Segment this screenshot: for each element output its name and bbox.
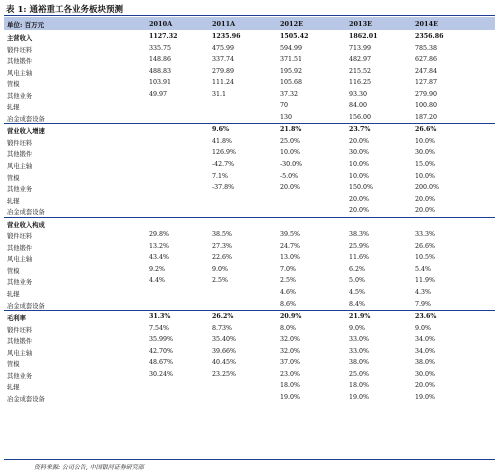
table-cell: 93.30 bbox=[349, 90, 368, 98]
row-label: 风电主轴 bbox=[7, 69, 33, 77]
table-cell: 41.8% bbox=[212, 137, 233, 145]
table-cell: 21.9% bbox=[349, 313, 371, 321]
row-label: 其他锻件 bbox=[7, 338, 33, 346]
table-cell: -37.8% bbox=[212, 184, 235, 192]
row-label: 风电主轴 bbox=[7, 163, 33, 171]
table-cell: 30.0% bbox=[349, 149, 370, 157]
table-group-row bbox=[4, 124, 495, 136]
table-cell: 1127.32 bbox=[149, 33, 178, 40]
table-cell: 18.0% bbox=[280, 382, 301, 390]
table-cell: 4.5% bbox=[349, 289, 365, 297]
table-cell: 488.83 bbox=[149, 67, 172, 75]
row-label: 轧辊 bbox=[7, 384, 20, 392]
table-cell: -5.0% bbox=[280, 172, 299, 180]
table-cell: 9.2% bbox=[149, 265, 165, 273]
table-cell: 20.9% bbox=[280, 313, 302, 321]
row-label: 其他业务 bbox=[7, 279, 33, 287]
row-label: 轧辊 bbox=[7, 291, 20, 299]
table-row bbox=[4, 66, 495, 78]
table-cell: 20.0% bbox=[349, 195, 370, 203]
table-cell: 35.40% bbox=[212, 336, 237, 344]
table-row bbox=[4, 100, 495, 112]
row-label: 冶金成套设备 bbox=[7, 209, 45, 217]
table-cell: 130 bbox=[280, 113, 293, 121]
table-group-row bbox=[4, 311, 495, 323]
table-row bbox=[4, 287, 495, 299]
table-cell: 20.0% bbox=[415, 195, 436, 203]
table-cell: 32.0% bbox=[280, 336, 301, 344]
table-cell: 30.24% bbox=[149, 370, 174, 378]
table-row bbox=[4, 264, 495, 276]
table-row bbox=[4, 194, 495, 206]
bottom-rule bbox=[4, 459, 495, 460]
table-cell: 70 bbox=[280, 102, 289, 110]
table-row bbox=[4, 392, 495, 404]
table-row bbox=[4, 334, 495, 346]
table-row bbox=[4, 54, 495, 66]
table-cell: 9.6% bbox=[212, 126, 229, 134]
table-row bbox=[4, 369, 495, 381]
table-cell: 34.0% bbox=[415, 336, 436, 344]
table-row bbox=[4, 205, 495, 218]
row-label: 其他锻件 bbox=[7, 244, 33, 252]
row-label: 营业收入构成 bbox=[7, 221, 45, 229]
row-label: 锻件坯料 bbox=[7, 326, 33, 334]
table-row bbox=[4, 89, 495, 101]
table-row bbox=[4, 299, 495, 312]
table-cell: 37.32 bbox=[280, 90, 299, 98]
row-label: 轧辊 bbox=[7, 104, 20, 112]
table-cell: 482.97 bbox=[349, 56, 372, 64]
table-cell: 40.45% bbox=[212, 359, 237, 367]
table-cell: 33.0% bbox=[349, 347, 370, 355]
table-cell: 19.0% bbox=[280, 393, 301, 401]
row-label: 锻件坯料 bbox=[7, 233, 33, 241]
table-cell: 38.0% bbox=[349, 359, 370, 367]
row-label: 管模 bbox=[7, 81, 20, 89]
table-cell: 33.3% bbox=[415, 231, 436, 239]
table-cell: 8.0% bbox=[280, 324, 296, 332]
table-cell: 10.0% bbox=[415, 172, 436, 180]
table-cell: 29.8% bbox=[149, 231, 170, 239]
table-cell: 7.1% bbox=[212, 172, 228, 180]
table-title: 表 1: 通裕重工各业务板块预测 bbox=[6, 5, 123, 15]
forecast-table bbox=[4, 31, 495, 404]
table-cell: 84.00 bbox=[349, 102, 368, 110]
source-note: 资料来源: 公司公告, 中国银河证券研究部 bbox=[34, 464, 144, 471]
table-cell: 37.0% bbox=[280, 359, 301, 367]
table-row bbox=[4, 147, 495, 159]
table-cell: 23.0% bbox=[280, 370, 301, 378]
table-cell: 24.7% bbox=[280, 242, 301, 250]
table-cell: 7.54% bbox=[149, 324, 170, 332]
table-row bbox=[4, 136, 495, 148]
table-cell: 8.4% bbox=[349, 300, 365, 308]
table-cell: 279.90 bbox=[415, 90, 438, 98]
table-cell: 19.0% bbox=[349, 393, 370, 401]
row-label: 风电主轴 bbox=[7, 256, 33, 264]
header-unit: 单位: 百万元 bbox=[7, 21, 45, 29]
table-cell: 20.0% bbox=[349, 207, 370, 215]
table-cell: 279.89 bbox=[212, 67, 235, 75]
table-cell: 200.0% bbox=[415, 184, 440, 192]
row-label: 其他业务 bbox=[7, 186, 33, 194]
table-cell: 25.0% bbox=[280, 137, 301, 145]
row-label: 其他锻件 bbox=[7, 58, 33, 66]
table-row bbox=[4, 241, 495, 253]
table-cell: 35.99% bbox=[149, 336, 174, 344]
table-cell: 6.2% bbox=[349, 265, 365, 273]
table-cell: 1862.01 bbox=[349, 33, 378, 40]
table-cell: 7.9% bbox=[415, 300, 431, 308]
table-row bbox=[4, 182, 495, 194]
header-2011a: 2011A bbox=[212, 20, 236, 28]
table-cell: 42.70% bbox=[149, 347, 174, 355]
row-label: 冶金成套设备 bbox=[7, 302, 45, 310]
table-cell: 11.6% bbox=[349, 254, 370, 262]
row-label: 营业收入增速 bbox=[7, 128, 45, 136]
table-cell: 23.7% bbox=[349, 126, 371, 134]
table-cell: 30.0% bbox=[415, 149, 436, 157]
table-cell: 27.3% bbox=[212, 242, 233, 250]
table-cell: 156.00 bbox=[349, 113, 372, 121]
table-row bbox=[4, 112, 495, 125]
table-cell: 38.0% bbox=[415, 359, 436, 367]
table-cell: 22.6% bbox=[212, 254, 233, 262]
table-cell: 247.84 bbox=[415, 67, 438, 75]
table-cell: 9.0% bbox=[415, 324, 431, 332]
row-label: 风电主轴 bbox=[7, 349, 33, 357]
table-row bbox=[4, 43, 495, 55]
table-cell: 11.9% bbox=[415, 277, 436, 285]
table-header bbox=[4, 17, 495, 30]
row-label: 其他锻件 bbox=[7, 151, 33, 159]
table-cell: 20.0% bbox=[280, 184, 301, 192]
header-2010a: 2010A bbox=[149, 20, 173, 28]
header-2012e: 2012E bbox=[280, 20, 304, 28]
table-cell: 9.0% bbox=[349, 324, 365, 332]
table-cell: 38.5% bbox=[212, 231, 233, 239]
table-cell: 4.3% bbox=[415, 289, 431, 297]
table-cell: 126.9% bbox=[212, 149, 237, 157]
table-cell: 4.6% bbox=[280, 289, 296, 297]
table-cell: 111.24 bbox=[212, 79, 235, 87]
table-cell: 148.86 bbox=[149, 56, 172, 64]
table-cell: 13.2% bbox=[149, 242, 170, 250]
table-cell: 5.4% bbox=[415, 265, 431, 273]
table-row bbox=[4, 77, 495, 89]
table-cell: 105.68 bbox=[280, 79, 303, 87]
table-row bbox=[4, 323, 495, 335]
table-cell: 475.99 bbox=[212, 44, 235, 52]
table-cell: 4.4% bbox=[149, 277, 165, 285]
table-cell: 627.86 bbox=[415, 56, 438, 64]
table-cell: 26.6% bbox=[415, 242, 436, 250]
table-cell: 25.0% bbox=[349, 370, 370, 378]
table-cell: 150.0% bbox=[349, 184, 374, 192]
table-cell: 19.0% bbox=[415, 393, 436, 401]
table-cell: 20.0% bbox=[415, 207, 436, 215]
table-row bbox=[4, 171, 495, 183]
table-cell: 13.0% bbox=[280, 254, 301, 262]
table-cell: -42.7% bbox=[212, 161, 235, 169]
table-cell: 1235.96 bbox=[212, 33, 241, 40]
table-cell: 39.66% bbox=[212, 347, 237, 355]
table-cell: 30.0% bbox=[415, 370, 436, 378]
table-cell: 21.8% bbox=[280, 126, 302, 134]
table-cell: 15.0% bbox=[415, 161, 436, 169]
row-label: 主营收入 bbox=[7, 35, 33, 42]
table-cell: 5.0% bbox=[349, 277, 365, 285]
table-cell: 39.5% bbox=[280, 231, 301, 239]
table-cell: 195.92 bbox=[280, 67, 303, 75]
table-row bbox=[4, 159, 495, 171]
table-cell: -30.0% bbox=[280, 161, 303, 169]
row-label: 冶金成套设备 bbox=[7, 115, 45, 123]
table-cell: 103.91 bbox=[149, 79, 172, 87]
table-cell: 23.6% bbox=[415, 313, 437, 321]
table-cell: 43.4% bbox=[149, 254, 170, 262]
row-label: 冶金成套设备 bbox=[7, 395, 45, 403]
table-cell: 49.97 bbox=[149, 90, 168, 98]
row-label: 管模 bbox=[7, 267, 20, 275]
row-label: 管模 bbox=[7, 361, 20, 369]
table-cell: 371.51 bbox=[280, 56, 303, 64]
table-cell: 10.0% bbox=[349, 172, 370, 180]
table-cell: 785.38 bbox=[415, 44, 438, 52]
table-cell: 20.0% bbox=[349, 137, 370, 145]
table-row bbox=[4, 252, 495, 264]
table-cell: 33.0% bbox=[349, 336, 370, 344]
table-cell: 10.5% bbox=[415, 254, 436, 262]
row-label: 其他业务 bbox=[7, 372, 33, 380]
table-cell: 100.80 bbox=[415, 102, 438, 110]
table-cell: 10.0% bbox=[280, 149, 301, 157]
table-cell: 31.1 bbox=[212, 90, 227, 98]
table-cell: 7.0% bbox=[280, 265, 296, 273]
table-row bbox=[4, 357, 495, 369]
table-row bbox=[4, 229, 495, 241]
row-label: 锻件坯料 bbox=[7, 46, 33, 54]
table-group-row bbox=[4, 31, 495, 43]
table-cell: 215.52 bbox=[349, 67, 372, 75]
table-cell: 2.5% bbox=[280, 277, 296, 285]
row-label: 其他业务 bbox=[7, 92, 33, 100]
table-cell: 20.0% bbox=[415, 382, 436, 390]
table-cell: 8.6% bbox=[280, 300, 296, 308]
table-cell: 127.87 bbox=[415, 79, 438, 87]
table-cell: 31.3% bbox=[149, 313, 171, 321]
table-cell: 8.73% bbox=[212, 324, 233, 332]
table-cell: 10.0% bbox=[415, 137, 436, 145]
table-row bbox=[4, 346, 495, 358]
table-cell: 48.67% bbox=[149, 359, 174, 367]
table-group-row bbox=[4, 218, 495, 230]
header-2014e: 2014E bbox=[415, 20, 439, 28]
table-cell: 2.5% bbox=[212, 277, 228, 285]
row-label: 锻件坯料 bbox=[7, 139, 33, 147]
row-label: 轧辊 bbox=[7, 197, 20, 205]
table-cell: 713.99 bbox=[349, 44, 372, 52]
table-cell: 116.25 bbox=[349, 79, 372, 87]
table-row bbox=[4, 275, 495, 287]
table-cell: 2356.86 bbox=[415, 33, 444, 40]
table-cell: 38.3% bbox=[349, 231, 370, 239]
table-cell: 23.25% bbox=[212, 370, 237, 378]
row-label: 管模 bbox=[7, 174, 20, 182]
table-cell: 32.0% bbox=[280, 347, 301, 355]
table-cell: 335.75 bbox=[149, 44, 172, 52]
table-row bbox=[4, 380, 495, 392]
table-cell: 1505.42 bbox=[280, 33, 309, 40]
table-cell: 34.0% bbox=[415, 347, 436, 355]
table-cell: 26.2% bbox=[212, 313, 234, 321]
table-cell: 25.9% bbox=[349, 242, 370, 250]
row-label: 毛利率 bbox=[7, 315, 26, 323]
top-rule bbox=[4, 15, 495, 16]
table-cell: 337.74 bbox=[212, 56, 235, 64]
table-cell: 594.99 bbox=[280, 44, 303, 52]
table-cell: 187.20 bbox=[415, 113, 438, 121]
table-cell: 10.0% bbox=[349, 161, 370, 169]
table-cell: 9.0% bbox=[212, 265, 228, 273]
table-cell: 18.0% bbox=[349, 382, 370, 390]
table-cell: 26.6% bbox=[415, 126, 437, 134]
header-2013e: 2013E bbox=[349, 20, 373, 28]
